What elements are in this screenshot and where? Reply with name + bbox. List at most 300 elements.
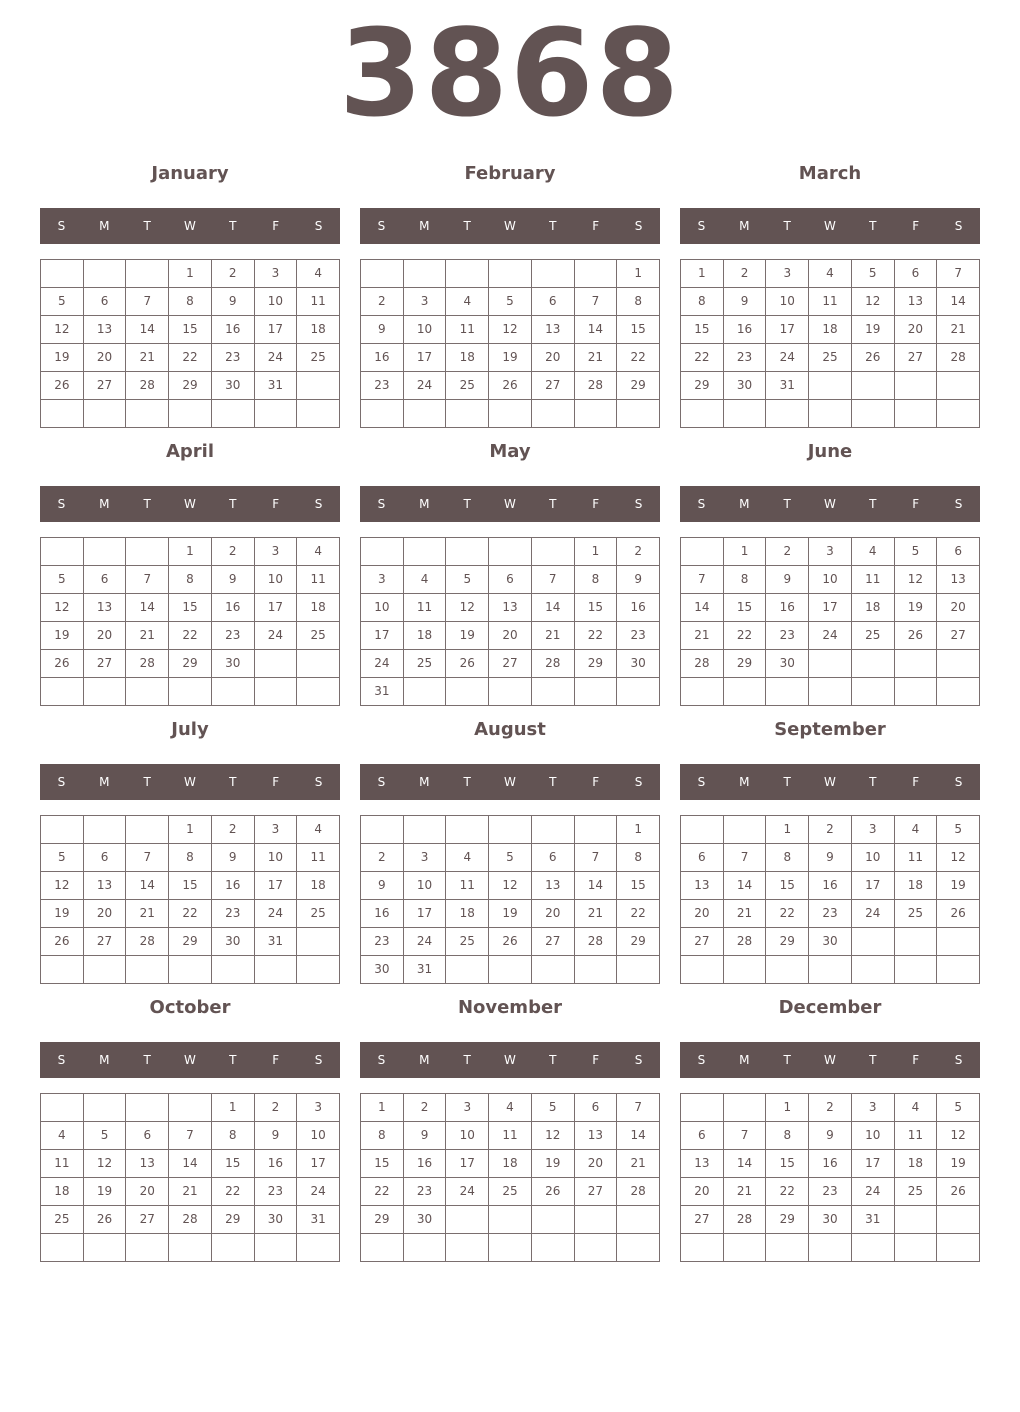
day-cell[interactable]: 11 [489,1122,532,1150]
day-cell[interactable]: 25 [297,622,340,650]
day-cell[interactable]: 6 [126,1122,169,1150]
day-cell[interactable]: 14 [617,1122,660,1150]
day-cell[interactable]: 8 [361,1122,404,1150]
day-cell[interactable]: 29 [617,928,660,956]
day-cell[interactable]: 20 [489,622,532,650]
day-cell[interactable]: 25 [446,928,489,956]
day-cell[interactable]: 28 [126,928,169,956]
day-cell[interactable]: 19 [446,622,489,650]
day-cell[interactable]: 5 [532,1094,575,1122]
day-cell[interactable]: 9 [404,1122,447,1150]
day-cell[interactable]: 10 [361,594,404,622]
day-cell[interactable]: 31 [766,372,809,400]
day-cell[interactable]: 6 [681,1122,724,1150]
day-cell[interactable]: 19 [489,344,532,372]
day-cell[interactable]: 9 [724,288,767,316]
day-cell[interactable]: 25 [809,344,852,372]
day-cell[interactable]: 24 [852,900,895,928]
day-cell[interactable]: 3 [852,816,895,844]
day-cell[interactable]: 13 [126,1150,169,1178]
day-cell[interactable]: 13 [681,1150,724,1178]
day-cell[interactable]: 20 [84,900,127,928]
day-cell[interactable]: 28 [617,1178,660,1206]
day-cell[interactable]: 15 [724,594,767,622]
day-cell[interactable]: 11 [895,844,938,872]
day-cell[interactable]: 13 [532,316,575,344]
day-cell[interactable]: 29 [212,1206,255,1234]
day-cell[interactable]: 12 [532,1122,575,1150]
day-cell[interactable]: 25 [41,1206,84,1234]
day-cell[interactable]: 18 [446,344,489,372]
day-cell[interactable]: 1 [169,816,212,844]
day-cell[interactable]: 12 [937,844,980,872]
day-cell[interactable]: 31 [297,1206,340,1234]
day-cell[interactable]: 28 [169,1206,212,1234]
day-cell[interactable]: 4 [446,288,489,316]
day-cell[interactable]: 13 [681,872,724,900]
day-cell[interactable]: 18 [297,316,340,344]
day-cell[interactable]: 18 [852,594,895,622]
day-cell[interactable]: 20 [84,622,127,650]
day-cell[interactable]: 15 [361,1150,404,1178]
day-cell[interactable]: 12 [84,1150,127,1178]
day-cell[interactable]: 8 [169,566,212,594]
day-cell[interactable]: 17 [852,1150,895,1178]
day-cell[interactable]: 20 [937,594,980,622]
day-cell[interactable]: 1 [575,538,618,566]
day-cell[interactable]: 7 [937,260,980,288]
day-cell[interactable]: 3 [852,1094,895,1122]
day-cell[interactable]: 28 [532,650,575,678]
day-cell[interactable]: 8 [724,566,767,594]
day-cell[interactable]: 17 [852,872,895,900]
day-cell[interactable]: 24 [255,622,298,650]
day-cell[interactable]: 21 [681,622,724,650]
day-cell[interactable]: 28 [724,928,767,956]
day-cell[interactable]: 10 [404,872,447,900]
day-cell[interactable]: 23 [212,900,255,928]
day-cell[interactable]: 14 [724,872,767,900]
day-cell[interactable]: 8 [766,844,809,872]
day-cell[interactable]: 21 [575,344,618,372]
day-cell[interactable]: 2 [404,1094,447,1122]
day-cell[interactable]: 25 [446,372,489,400]
day-cell[interactable]: 24 [852,1178,895,1206]
day-cell[interactable]: 17 [446,1150,489,1178]
day-cell[interactable]: 9 [809,844,852,872]
day-cell[interactable]: 28 [126,650,169,678]
day-cell[interactable]: 27 [575,1178,618,1206]
day-cell[interactable]: 3 [255,260,298,288]
day-cell[interactable]: 27 [895,344,938,372]
day-cell[interactable]: 13 [575,1122,618,1150]
day-cell[interactable]: 1 [724,538,767,566]
day-cell[interactable]: 6 [575,1094,618,1122]
day-cell[interactable]: 4 [297,816,340,844]
day-cell[interactable]: 30 [255,1206,298,1234]
day-cell[interactable]: 9 [361,872,404,900]
day-cell[interactable]: 19 [937,872,980,900]
day-cell[interactable]: 8 [169,844,212,872]
day-cell[interactable]: 29 [617,372,660,400]
day-cell[interactable]: 30 [361,956,404,984]
day-cell[interactable]: 10 [255,566,298,594]
day-cell[interactable]: 27 [489,650,532,678]
day-cell[interactable]: 21 [532,622,575,650]
day-cell[interactable]: 16 [809,1150,852,1178]
day-cell[interactable]: 5 [84,1122,127,1150]
day-cell[interactable]: 24 [766,344,809,372]
day-cell[interactable]: 1 [681,260,724,288]
day-cell[interactable]: 12 [489,872,532,900]
day-cell[interactable]: 19 [41,900,84,928]
day-cell[interactable]: 16 [404,1150,447,1178]
day-cell[interactable]: 11 [809,288,852,316]
day-cell[interactable]: 26 [84,1206,127,1234]
day-cell[interactable]: 19 [937,1150,980,1178]
day-cell[interactable]: 3 [255,538,298,566]
day-cell[interactable]: 3 [404,844,447,872]
day-cell[interactable]: 26 [895,622,938,650]
day-cell[interactable]: 20 [532,344,575,372]
day-cell[interactable]: 27 [84,928,127,956]
day-cell[interactable]: 5 [41,288,84,316]
day-cell[interactable]: 6 [84,566,127,594]
day-cell[interactable]: 17 [809,594,852,622]
day-cell[interactable]: 15 [212,1150,255,1178]
day-cell[interactable]: 16 [809,872,852,900]
day-cell[interactable]: 29 [169,928,212,956]
day-cell[interactable]: 23 [724,344,767,372]
day-cell[interactable]: 23 [617,622,660,650]
day-cell[interactable]: 1 [617,816,660,844]
day-cell[interactable]: 10 [809,566,852,594]
day-cell[interactable]: 7 [126,566,169,594]
day-cell[interactable]: 11 [41,1150,84,1178]
day-cell[interactable]: 22 [361,1178,404,1206]
day-cell[interactable]: 18 [895,1150,938,1178]
day-cell[interactable]: 2 [212,260,255,288]
day-cell[interactable]: 4 [809,260,852,288]
day-cell[interactable]: 18 [446,900,489,928]
day-cell[interactable]: 14 [681,594,724,622]
day-cell[interactable]: 16 [724,316,767,344]
day-cell[interactable]: 5 [937,816,980,844]
day-cell[interactable]: 22 [169,622,212,650]
day-cell[interactable]: 9 [212,566,255,594]
day-cell[interactable]: 31 [255,928,298,956]
day-cell[interactable]: 5 [852,260,895,288]
day-cell[interactable]: 8 [169,288,212,316]
day-cell[interactable]: 31 [852,1206,895,1234]
day-cell[interactable]: 17 [404,344,447,372]
day-cell[interactable]: 29 [681,372,724,400]
day-cell[interactable]: 20 [681,1178,724,1206]
day-cell[interactable]: 26 [41,928,84,956]
day-cell[interactable]: 23 [361,928,404,956]
day-cell[interactable]: 20 [895,316,938,344]
day-cell[interactable]: 10 [297,1122,340,1150]
day-cell[interactable]: 23 [809,900,852,928]
day-cell[interactable]: 23 [361,372,404,400]
day-cell[interactable]: 8 [681,288,724,316]
day-cell[interactable]: 13 [84,594,127,622]
day-cell[interactable]: 11 [895,1122,938,1150]
day-cell[interactable]: 25 [895,900,938,928]
day-cell[interactable]: 15 [617,316,660,344]
day-cell[interactable]: 2 [724,260,767,288]
day-cell[interactable]: 4 [895,816,938,844]
day-cell[interactable]: 23 [255,1178,298,1206]
day-cell[interactable]: 4 [852,538,895,566]
day-cell[interactable]: 26 [489,372,532,400]
day-cell[interactable]: 7 [724,844,767,872]
day-cell[interactable]: 15 [169,872,212,900]
day-cell[interactable]: 29 [724,650,767,678]
day-cell[interactable]: 27 [126,1206,169,1234]
day-cell[interactable]: 25 [297,344,340,372]
day-cell[interactable]: 3 [446,1094,489,1122]
day-cell[interactable]: 24 [404,928,447,956]
day-cell[interactable]: 27 [84,372,127,400]
day-cell[interactable]: 24 [255,344,298,372]
day-cell[interactable]: 16 [766,594,809,622]
day-cell[interactable]: 7 [169,1122,212,1150]
day-cell[interactable]: 21 [126,344,169,372]
day-cell[interactable]: 20 [84,344,127,372]
day-cell[interactable]: 2 [617,538,660,566]
day-cell[interactable]: 5 [41,566,84,594]
day-cell[interactable]: 16 [361,900,404,928]
day-cell[interactable]: 26 [852,344,895,372]
day-cell[interactable]: 26 [446,650,489,678]
day-cell[interactable]: 18 [41,1178,84,1206]
day-cell[interactable]: 25 [895,1178,938,1206]
day-cell[interactable]: 26 [532,1178,575,1206]
day-cell[interactable]: 31 [404,956,447,984]
day-cell[interactable]: 17 [255,872,298,900]
day-cell[interactable]: 2 [809,1094,852,1122]
day-cell[interactable]: 7 [126,844,169,872]
day-cell[interactable]: 23 [404,1178,447,1206]
day-cell[interactable]: 19 [852,316,895,344]
day-cell[interactable]: 30 [617,650,660,678]
day-cell[interactable]: 19 [41,622,84,650]
day-cell[interactable]: 24 [809,622,852,650]
day-cell[interactable]: 12 [852,288,895,316]
day-cell[interactable]: 1 [617,260,660,288]
day-cell[interactable]: 18 [404,622,447,650]
day-cell[interactable]: 5 [489,288,532,316]
day-cell[interactable]: 14 [575,872,618,900]
day-cell[interactable]: 15 [681,316,724,344]
day-cell[interactable]: 2 [361,288,404,316]
day-cell[interactable]: 30 [404,1206,447,1234]
day-cell[interactable]: 6 [895,260,938,288]
day-cell[interactable]: 6 [937,538,980,566]
day-cell[interactable]: 11 [404,594,447,622]
day-cell[interactable]: 24 [404,372,447,400]
day-cell[interactable]: 3 [297,1094,340,1122]
day-cell[interactable]: 28 [937,344,980,372]
day-cell[interactable]: 24 [361,650,404,678]
day-cell[interactable]: 15 [766,1150,809,1178]
day-cell[interactable]: 1 [169,538,212,566]
day-cell[interactable]: 21 [724,900,767,928]
day-cell[interactable]: 9 [361,316,404,344]
day-cell[interactable]: 27 [937,622,980,650]
day-cell[interactable]: 18 [489,1150,532,1178]
day-cell[interactable]: 16 [255,1150,298,1178]
day-cell[interactable]: 16 [361,344,404,372]
day-cell[interactable]: 22 [766,1178,809,1206]
day-cell[interactable]: 2 [255,1094,298,1122]
day-cell[interactable]: 29 [766,1206,809,1234]
day-cell[interactable]: 17 [766,316,809,344]
day-cell[interactable]: 1 [361,1094,404,1122]
day-cell[interactable]: 22 [575,622,618,650]
day-cell[interactable]: 19 [489,900,532,928]
day-cell[interactable]: 21 [575,900,618,928]
day-cell[interactable]: 7 [532,566,575,594]
day-cell[interactable]: 2 [212,816,255,844]
day-cell[interactable]: 18 [297,594,340,622]
day-cell[interactable]: 22 [617,344,660,372]
day-cell[interactable]: 30 [766,650,809,678]
day-cell[interactable]: 3 [766,260,809,288]
day-cell[interactable]: 10 [404,316,447,344]
day-cell[interactable]: 3 [809,538,852,566]
day-cell[interactable]: 7 [575,844,618,872]
day-cell[interactable]: 11 [297,844,340,872]
day-cell[interactable]: 30 [809,1206,852,1234]
day-cell[interactable]: 30 [724,372,767,400]
day-cell[interactable]: 2 [212,538,255,566]
day-cell[interactable]: 17 [297,1150,340,1178]
day-cell[interactable]: 27 [532,372,575,400]
day-cell[interactable]: 12 [41,316,84,344]
day-cell[interactable]: 13 [84,316,127,344]
day-cell[interactable]: 11 [446,872,489,900]
day-cell[interactable]: 10 [255,288,298,316]
day-cell[interactable]: 10 [446,1122,489,1150]
day-cell[interactable]: 24 [255,900,298,928]
day-cell[interactable]: 21 [724,1178,767,1206]
day-cell[interactable]: 1 [169,260,212,288]
day-cell[interactable]: 14 [575,316,618,344]
day-cell[interactable]: 24 [446,1178,489,1206]
day-cell[interactable]: 8 [575,566,618,594]
day-cell[interactable]: 10 [852,844,895,872]
day-cell[interactable]: 27 [84,650,127,678]
day-cell[interactable]: 14 [169,1150,212,1178]
day-cell[interactable]: 10 [852,1122,895,1150]
day-cell[interactable]: 13 [937,566,980,594]
day-cell[interactable]: 19 [84,1178,127,1206]
day-cell[interactable]: 7 [126,288,169,316]
day-cell[interactable]: 15 [169,316,212,344]
day-cell[interactable]: 5 [895,538,938,566]
day-cell[interactable]: 21 [126,622,169,650]
day-cell[interactable]: 30 [212,372,255,400]
day-cell[interactable]: 14 [724,1150,767,1178]
day-cell[interactable]: 6 [84,844,127,872]
day-cell[interactable]: 8 [617,844,660,872]
day-cell[interactable]: 7 [724,1122,767,1150]
day-cell[interactable]: 19 [41,344,84,372]
day-cell[interactable]: 9 [809,1122,852,1150]
day-cell[interactable]: 16 [212,594,255,622]
day-cell[interactable]: 30 [212,650,255,678]
day-cell[interactable]: 28 [681,650,724,678]
day-cell[interactable]: 6 [84,288,127,316]
day-cell[interactable]: 26 [489,928,532,956]
day-cell[interactable]: 11 [297,566,340,594]
day-cell[interactable]: 22 [681,344,724,372]
day-cell[interactable]: 15 [575,594,618,622]
day-cell[interactable]: 21 [126,900,169,928]
day-cell[interactable]: 5 [41,844,84,872]
day-cell[interactable]: 31 [361,678,404,706]
day-cell[interactable]: 21 [937,316,980,344]
day-cell[interactable]: 12 [895,566,938,594]
day-cell[interactable]: 6 [681,844,724,872]
day-cell[interactable]: 4 [895,1094,938,1122]
day-cell[interactable]: 27 [681,928,724,956]
day-cell[interactable]: 5 [446,566,489,594]
day-cell[interactable]: 24 [297,1178,340,1206]
day-cell[interactable]: 17 [404,900,447,928]
day-cell[interactable]: 4 [41,1122,84,1150]
day-cell[interactable]: 25 [297,900,340,928]
day-cell[interactable]: 30 [212,928,255,956]
day-cell[interactable]: 20 [575,1150,618,1178]
day-cell[interactable]: 18 [809,316,852,344]
day-cell[interactable]: 12 [41,594,84,622]
day-cell[interactable]: 22 [212,1178,255,1206]
day-cell[interactable]: 12 [41,872,84,900]
day-cell[interactable]: 7 [617,1094,660,1122]
day-cell[interactable]: 4 [404,566,447,594]
day-cell[interactable]: 25 [404,650,447,678]
day-cell[interactable]: 31 [255,372,298,400]
day-cell[interactable]: 16 [212,872,255,900]
day-cell[interactable]: 3 [361,566,404,594]
day-cell[interactable]: 18 [895,872,938,900]
day-cell[interactable]: 9 [212,288,255,316]
day-cell[interactable]: 11 [446,316,489,344]
day-cell[interactable]: 11 [852,566,895,594]
day-cell[interactable]: 1 [766,816,809,844]
day-cell[interactable]: 15 [766,872,809,900]
day-cell[interactable]: 12 [937,1122,980,1150]
day-cell[interactable]: 14 [532,594,575,622]
day-cell[interactable]: 4 [297,260,340,288]
day-cell[interactable]: 22 [724,622,767,650]
day-cell[interactable]: 16 [212,316,255,344]
day-cell[interactable]: 7 [575,288,618,316]
day-cell[interactable]: 2 [361,844,404,872]
day-cell[interactable]: 19 [895,594,938,622]
day-cell[interactable]: 15 [169,594,212,622]
day-cell[interactable]: 13 [532,872,575,900]
day-cell[interactable]: 28 [126,372,169,400]
day-cell[interactable]: 25 [489,1178,532,1206]
day-cell[interactable]: 20 [532,900,575,928]
day-cell[interactable]: 2 [809,816,852,844]
day-cell[interactable]: 3 [255,816,298,844]
day-cell[interactable]: 12 [489,316,532,344]
